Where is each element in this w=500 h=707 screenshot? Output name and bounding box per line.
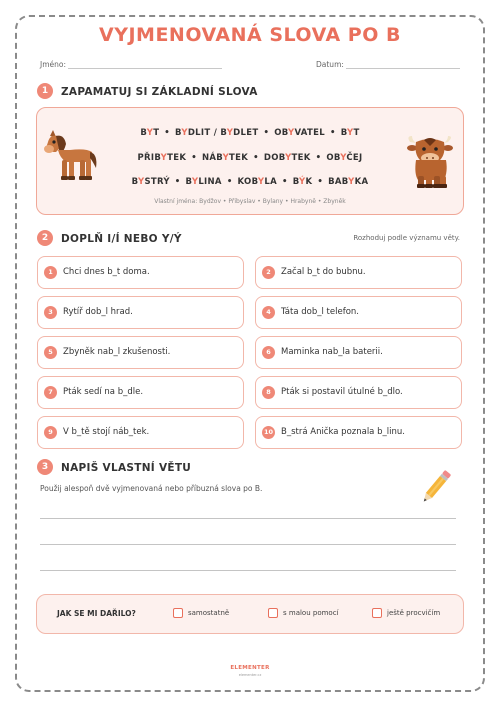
word-separator: • <box>164 128 171 138</box>
section-2-number: 2 <box>37 230 53 246</box>
word-separator: • <box>317 177 324 187</box>
section-3-title: NAPIŠ VLASTNÍ VĚTU <box>61 462 192 474</box>
basic-word: DOBYTEK <box>263 153 311 163</box>
checkbox[interactable] <box>372 608 382 618</box>
checkbox[interactable] <box>173 608 183 618</box>
exercise-card-10[interactable] <box>255 416 462 449</box>
self-assessment-panel <box>36 594 464 634</box>
section-3-number: 3 <box>37 459 53 475</box>
basic-word: OBYVATEL <box>274 128 325 138</box>
basic-word: BÝK <box>292 177 313 187</box>
basic-word: PŘIBYTEK <box>137 153 187 163</box>
exercise-card-1[interactable] <box>37 256 244 289</box>
exercise-sentence: Maminka nab_la baterii. <box>281 347 383 357</box>
basic-words-row-1 <box>0 128 500 138</box>
exercise-number: 1 <box>44 266 57 279</box>
exercise-number: 7 <box>44 386 57 399</box>
exercise-card-9[interactable] <box>37 416 244 449</box>
exercise-card-5[interactable] <box>37 336 244 369</box>
proper-names: Vlastní jména: Bydžov • Přibyslav • Bylany • Hrabyně • Zbyněk <box>154 198 346 205</box>
basic-word: BYT <box>140 128 160 138</box>
exercise-card-4[interactable] <box>255 296 462 329</box>
option-independent[interactable]: samostatně <box>173 608 229 618</box>
basic-word: YDLET <box>226 128 259 138</box>
basic-words-row-3 <box>0 177 500 187</box>
exercise-number: 4 <box>262 306 275 319</box>
exercise-sentence: Začal b_t do bubnu. <box>281 267 366 277</box>
exercise-card-2[interactable] <box>255 256 462 289</box>
word-separator: • <box>281 177 288 187</box>
writing-line-1[interactable] <box>40 518 456 519</box>
option-practice-more[interactable]: ještě procvičím <box>372 608 440 618</box>
date-field[interactable] <box>346 68 460 69</box>
basic-word: OBYČEJ <box>326 153 363 163</box>
basic-word: BYDLIT / B <box>175 128 227 138</box>
exercise-sentence: Chci dnes b_t doma. <box>63 267 150 277</box>
section-3-instruction: Použij alespoň dvě vyjmenovaná nebo příbuzná slova po B. <box>40 484 263 493</box>
section-1-number: 1 <box>37 83 53 99</box>
word-separator: • <box>263 128 270 138</box>
basic-word: BYSTRÝ <box>131 177 170 187</box>
exercise-card-7[interactable] <box>37 376 244 409</box>
word-separator: • <box>191 153 197 163</box>
footer-sub: elementer.cz <box>238 673 262 677</box>
word-separator: • <box>315 153 322 163</box>
word-separator: • <box>226 177 233 187</box>
self-assessment-label: JAK SE MI DAŘILO? <box>57 609 136 618</box>
writing-line-3[interactable] <box>40 570 456 571</box>
pencil-icon <box>418 468 454 506</box>
exercise-sentence: B_strá Anička poznala b_linu. <box>281 427 405 437</box>
word-separator: • <box>253 153 259 163</box>
exercise-number: 8 <box>262 386 275 399</box>
exercise-card-3[interactable] <box>37 296 244 329</box>
exercise-sentence: Táta dob_l telefon. <box>281 307 359 317</box>
date-label: Datum: <box>316 60 344 69</box>
page-title: VYJMENOVANÁ SLOVA PO B <box>99 24 401 46</box>
section-2-title: DOPLŇ I/Í NEBO Y/Ý <box>61 233 182 245</box>
section-1-title: ZAPAMATUJ SI ZÁKLADNÍ SLOVA <box>61 86 258 98</box>
name-field[interactable] <box>68 68 222 69</box>
exercise-number: 3 <box>44 306 57 319</box>
word-separator: • <box>329 128 336 138</box>
exercise-number: 9 <box>44 426 57 439</box>
exercise-number: 6 <box>262 346 275 359</box>
word-separator: • <box>174 177 181 187</box>
exercise-number: 10 <box>262 426 275 439</box>
exercise-sentence: Rytíř dob_l hrad. <box>63 307 133 317</box>
checkbox[interactable] <box>268 608 278 618</box>
footer-brand: ELEMENTER <box>230 665 270 671</box>
basic-word: BYLINA <box>185 177 222 187</box>
basic-word: KOBYLA <box>237 177 277 187</box>
exercise-card-8[interactable] <box>255 376 462 409</box>
option-little-help[interactable]: s malou pomocí <box>268 608 339 618</box>
exercise-number: 2 <box>262 266 275 279</box>
exercise-sentence: Pták sedí na b_dle. <box>63 387 144 397</box>
exercise-card-6[interactable] <box>255 336 462 369</box>
exercise-sentence: V b_tě stojí náb_tek. <box>63 427 150 437</box>
basic-word: NÁBYTEK <box>201 153 249 163</box>
exercise-sentence: Pták si postavil útulné b_dlo. <box>281 387 403 397</box>
exercise-sentence: Zbyněk nab_l zkušenosti. <box>63 347 171 357</box>
section-2-hint: Rozhoduj podle významu věty. <box>353 234 460 242</box>
exercise-number: 5 <box>44 346 57 359</box>
basic-words-row-2 <box>0 153 500 163</box>
basic-word: BYT <box>340 128 360 138</box>
name-label: Jméno: <box>40 60 67 69</box>
writing-line-2[interactable] <box>40 544 456 545</box>
basic-word: BABYKA <box>328 177 369 187</box>
